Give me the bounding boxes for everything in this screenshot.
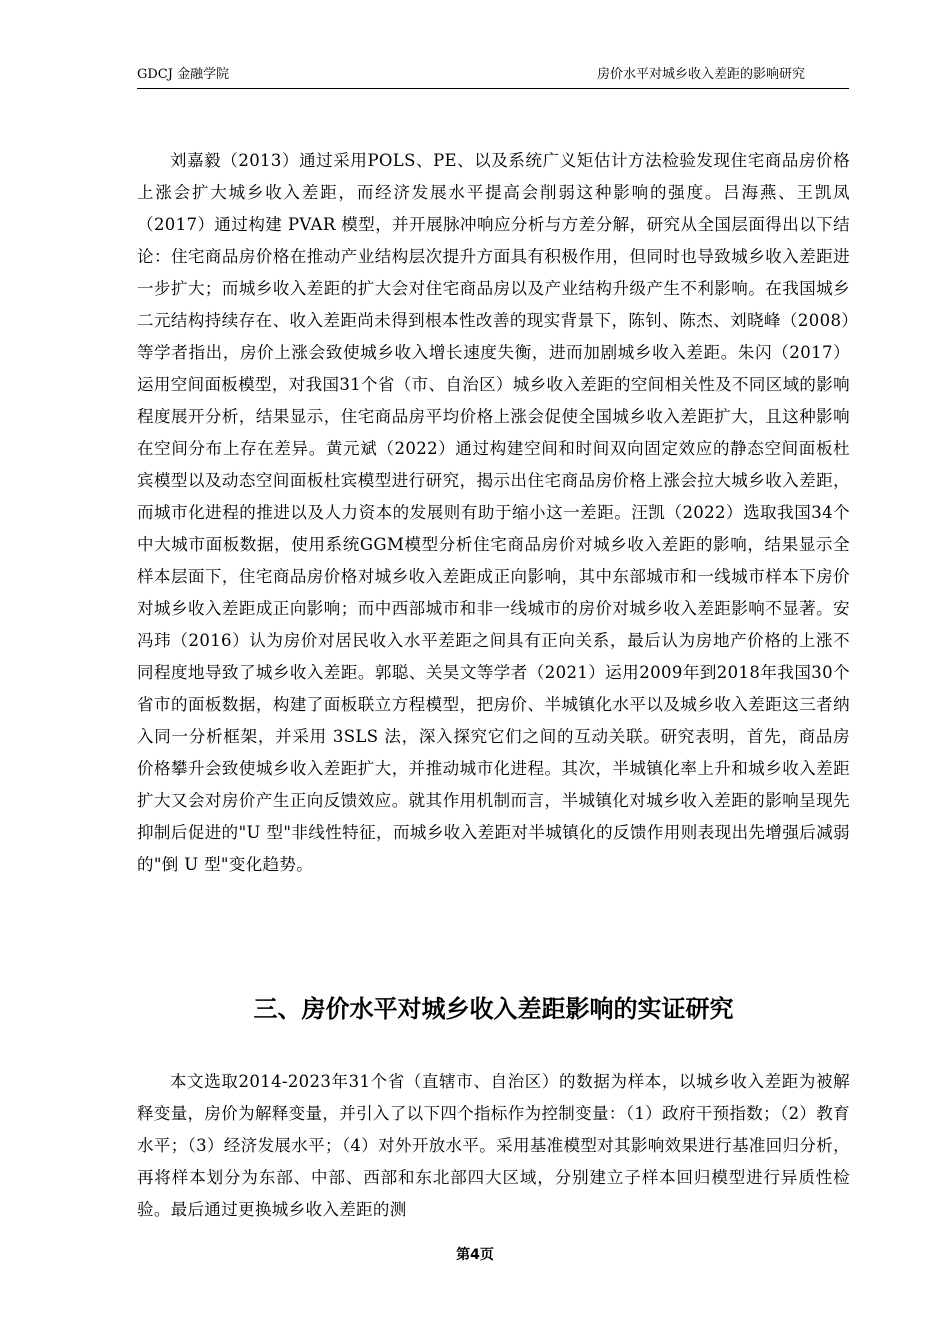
header-institution: GDCJ 金融学院 bbox=[137, 67, 230, 82]
page-number: 第4页 bbox=[456, 1247, 494, 1263]
body-paragraph-method: 本文选取2014-2023年31个省（直辖市、自治区）的数据为样本，以城乡收入差距为被解释变量，房价为解释变量，并引入了以下四个指标作为控制变量：（1）政府干预指数；（2）教育水平；（3）经济发展水平；（4）对外开放水平。采用基准模型对其影响效果进行基准回归分析，再将样本划分为东部、中部、西部和东北部四大区域，分别建立子样本回归模型进行异质性检验。最后通过更换城乡收入差距的测 bbox=[137, 1072, 850, 1219]
body-paragraph-literature-review: 刘嘉毅（2013）通过采用POLS、PE、以及系统广义矩估计方法检验发现住宅商品房价格上涨会扩大城乡收入差距，而经济发展水平提高会削弱这种影响的强度。吕海燕、王凯凤（2017）通过构建 PVAR 模型，并开展脉冲响应分析与方差分解，研究从全国层面得出以下结论：住宅商品房价格在推动产业结构层次提升方面具有积极作用，但同时也导致城乡收入差距进一步扩大；而城乡收入差距的扩大会对住宅商品房以及产业结构升级产生不利影响。在我国城乡二元结构持续存在、收入差距尚未得到根本性改善的现实背景下，陈钊、陈杰、刘晓峰（2008）等学者指出，房价上涨会致使城乡收入增长速度失衡，进而加剧城乡收入差距。朱闪（2017）运用空间面板模型，对我国31个省（市、自治区）城乡收入差距的空间相关性及不同区域的影响程度展开分析，结果显示，住宅商品房平均价格上涨会促使全国城乡收入差距扩大，且这种影响在空间分布上存在差异。黄元斌（2022）通过构建空间和时间双向固定效应的静态空间面板杜宾模型以及动态空间面板杜宾模型进行研究，揭示出住宅商品房价格上涨会拉大城乡收入差距，而城市化进程的推进以及人力资本的发展则有助于缩小这一差距。汪凯（2022）选取我国34个中大城市面板数据，使用系统GGM模型分析住宅商品房价对城乡收入差距的影响，结果显示全样本层面下，住宅商品房价格对城乡收入差距成正向影响，其中东部城市和一线城市样本下房价对城乡收入差距成正向影响；而中西部城市和非一线城市的房价对城乡收入差距影响不显著。安冯玮（2016）认为房价对居民收入水平差距之间具有正向关系，最后认为房地产价格的上涨不同程度地导致了城乡收入差距。郭聪、关昊文等学者（2021）运用2009年到2018年我国30个省市的面板数据，构建了面板联立方程模型，把房价、半城镇化水平以及城乡收入差距这三者纳入同一分析框架，并采用 3SLS 法，深入探究它们之间的互动关联。研究表明，首先，商品房价格攀升会致使城乡收入差距扩大，并推动城市化进程。其次，半城镇化率上升和城乡收入差距扩大又会对房价产生正向反馈效应。就其作用机制而言，半城镇化对城乡收入差距的影响呈现先抑制后促进的"U 型"非线性特征，而城乡收入差距对半城镇化的反馈作用则表现出先增强后减弱的"倒 U 型"变化趋势。 bbox=[137, 151, 850, 874]
page-header bbox=[137, 66, 849, 89]
section-heading: 三、房价水平对城乡收入差距影响的实证研究 bbox=[253, 995, 734, 1023]
header-paper-title: 房价水平对城乡收入差距的影响研究 bbox=[596, 67, 805, 82]
